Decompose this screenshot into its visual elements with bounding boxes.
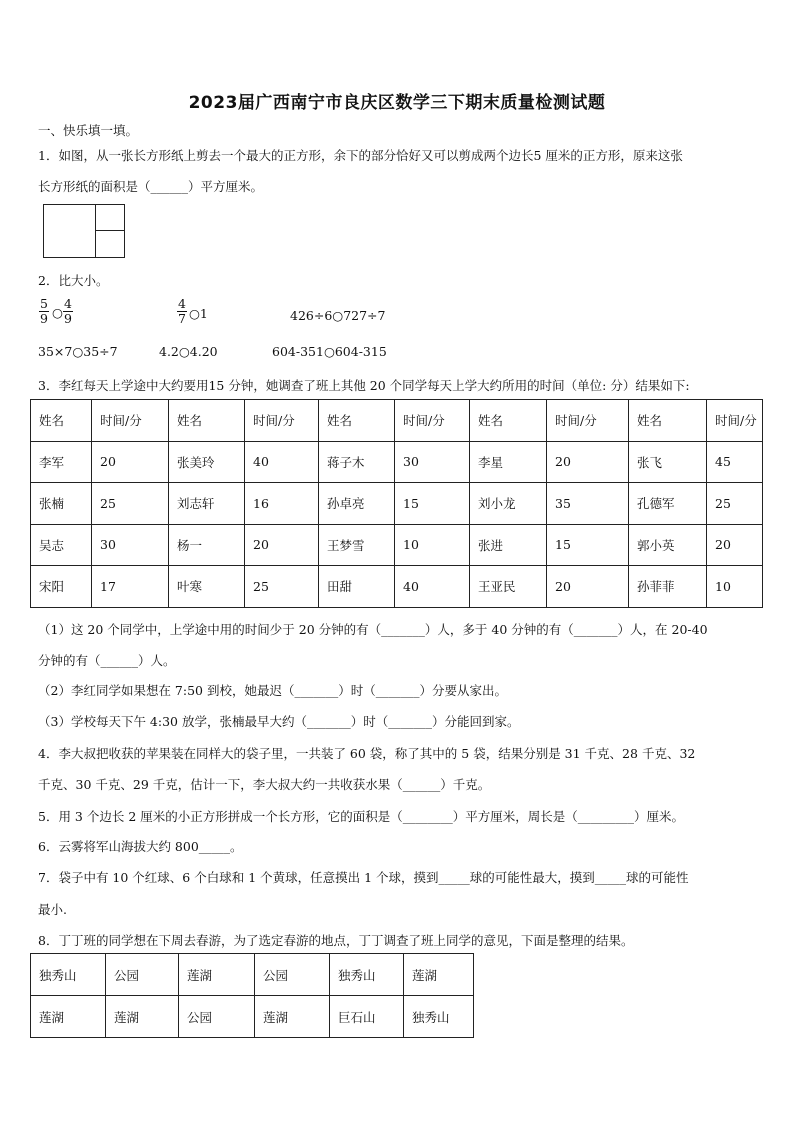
table-cell: 王亚民	[470, 566, 547, 608]
table-cell: 张进	[470, 524, 547, 566]
header-cell: 时间/分	[245, 400, 319, 442]
q7-line2: 最小.	[38, 902, 67, 917]
header-cell: 姓名	[629, 400, 707, 442]
fraction-numerator: 5	[40, 296, 48, 311]
table-cell: 郭小英	[629, 524, 707, 566]
table-cell: 25	[707, 483, 763, 525]
fraction-4-9	[63, 297, 73, 326]
table-cell: 田甜	[319, 566, 395, 608]
table-cell: 25	[245, 566, 319, 608]
table-cell: 35	[547, 483, 629, 525]
table-cell: 杨一	[169, 524, 245, 566]
q3-sub1-line2: 分钟的有（______）人。	[38, 653, 176, 668]
table-cell: 20	[707, 524, 763, 566]
q4-line1: 4．李大叔把收获的苹果装在同样大的袋子里，一共装了 60 袋，称了其中的 5 袋，结果分别是 31 千克、28 千克、32	[38, 746, 696, 761]
table-cell: 公园	[179, 996, 255, 1038]
header-cell: 姓名	[470, 400, 547, 442]
fraction-numerator: 4	[178, 296, 186, 311]
q2-label: 2．比大小。	[38, 273, 109, 288]
table-cell: 20	[547, 441, 629, 483]
table-row	[31, 996, 474, 1038]
table-cell: 蒋子木	[319, 441, 395, 483]
table-cell: 李军	[31, 441, 92, 483]
header-cell: 姓名	[169, 400, 245, 442]
fraction-4-7	[177, 297, 187, 326]
spring-trip-table	[30, 953, 474, 1038]
header-cell: 姓名	[31, 400, 92, 442]
compare-item-multiply[interactable]: 35×7○35÷7	[38, 344, 118, 359]
section-heading: 一、快乐填一填。	[38, 123, 139, 138]
table-cell: 孔德军	[629, 483, 707, 525]
table-cell: 20	[547, 566, 629, 608]
table-cell: 30	[92, 524, 169, 566]
table-cell: 吴志	[31, 524, 92, 566]
table-cell: 独秀山	[31, 954, 106, 996]
q1-text-b: ）平方厘米。	[188, 179, 264, 194]
table-cell: 30	[395, 441, 470, 483]
table-cell: 40	[245, 441, 319, 483]
table-cell: 莲湖	[255, 996, 330, 1038]
table-cell: 10	[395, 524, 470, 566]
compare-circle[interactable]: ○	[52, 305, 63, 320]
q6-text: 6．云雾将军山海拔大约 800_____。	[38, 839, 243, 854]
rectangle-figure	[43, 204, 125, 258]
table-cell: 40	[395, 566, 470, 608]
figure-outer-rect	[43, 204, 125, 258]
time-survey-table	[30, 399, 763, 608]
header-cell: 时间/分	[707, 400, 763, 442]
header-cell: 时间/分	[92, 400, 169, 442]
table-cell: 莲湖	[106, 996, 179, 1038]
table-cell: 莲湖	[179, 954, 255, 996]
q3-sub3: （3）学校每天下午 4:30 放学，张楠最早大约（_______）时（_______）分能回到家。	[38, 714, 520, 729]
table-cell: 16	[245, 483, 319, 525]
figure-divider-horizontal	[95, 230, 124, 231]
table-cell: 刘小龙	[470, 483, 547, 525]
q1-line2	[38, 177, 263, 195]
table-row	[31, 483, 763, 525]
table-cell: 张美玲	[169, 441, 245, 483]
q5-text: 5．用 3 个边长 2 厘米的小正方形拼成一个长方形，它的面积是（________）平方厘米，周长是（_________）厘米。	[38, 809, 685, 824]
page-title: 2023届广西南宁市良庆区数学三下期末质量检测试题	[188, 93, 606, 113]
fraction-numerator: 4	[64, 296, 72, 311]
q7-line1: 7．袋子中有 10 个红球、6 个白球和 1 个黄球，任意摸出 1 个球，摸到_____球的可能性最大，摸到_____球的可能性	[38, 870, 689, 885]
table-row	[31, 441, 763, 483]
table-cell: 20	[92, 441, 169, 483]
q4-line2: 千克、30 千克、29 千克，估计一下，李大叔大约一共收获水果（______）千克。	[38, 777, 491, 792]
header-cell: 时间/分	[395, 400, 470, 442]
table-cell: 刘志轩	[169, 483, 245, 525]
table-cell: 20	[245, 524, 319, 566]
table-cell: 莲湖	[31, 996, 106, 1038]
table-cell: 莲湖	[404, 954, 474, 996]
compare-item-fraction-one[interactable]: ○1	[189, 306, 208, 321]
table-cell: 公园	[106, 954, 179, 996]
table-row	[31, 524, 763, 566]
q1-text-a: 长方形纸的面积是（	[38, 179, 151, 194]
q1-line1: 1．如图，从一张长方形纸上剪去一个最大的正方形，余下的部分恰好又可以剪成两个边长5 厘米的正方形，原来这张	[38, 148, 683, 163]
table-cell: 李星	[470, 441, 547, 483]
q3-intro: 3．李红每天上学途中大约要用15 分钟，她调查了班上其他 20 个同学每天上学大约所用的时间（单位: 分）结果如下:	[38, 378, 690, 393]
header-cell: 时间/分	[547, 400, 629, 442]
q3-sub1-line1: （1）这 20 个同学中，上学途中用的时间少于 20 分钟的有（_______）人，多于 40 分钟的有（_______）人，在 20-40	[38, 622, 708, 637]
table-cell: 宋阳	[31, 566, 92, 608]
table-cell: 叶寒	[169, 566, 245, 608]
compare-item-subtraction[interactable]: 604-351○604-315	[272, 344, 387, 359]
q3-sub2: （2）李红同学如果想在 7:50 到校，她最迟（_______）时（_______）分要从家出。	[38, 683, 507, 698]
table-row	[31, 566, 763, 608]
table-cell: 独秀山	[330, 954, 404, 996]
table-cell: 巨石山	[330, 996, 404, 1038]
fraction-denominator: 7	[178, 311, 186, 326]
table-cell: 17	[92, 566, 169, 608]
table-cell: 孙菲菲	[629, 566, 707, 608]
compare-item-division[interactable]: 426÷6○727÷7	[290, 308, 386, 323]
table-cell: 王梦雪	[319, 524, 395, 566]
table-cell: 公园	[255, 954, 330, 996]
table-cell: 张楠	[31, 483, 92, 525]
table-cell: 10	[707, 566, 763, 608]
compare-item-decimal[interactable]: 4.2○4.20	[159, 344, 218, 359]
table-cell: 张飞	[629, 441, 707, 483]
table-cell: 独秀山	[404, 996, 474, 1038]
fraction-denominator: 9	[40, 311, 48, 326]
table-cell: 25	[92, 483, 169, 525]
table-row	[31, 954, 474, 996]
fraction-denominator: 9	[64, 311, 72, 326]
q8-intro: 8．丁丁班的同学想在下周去春游，为了选定春游的地点，丁丁调查了班上同学的意见，下面是整理的结果。	[38, 933, 634, 948]
fraction-5-9	[39, 297, 49, 326]
table-cell: 45	[707, 441, 763, 483]
table-cell: 孙卓亮	[319, 483, 395, 525]
table-cell: 15	[395, 483, 470, 525]
q1-answer-blank[interactable]: ______	[150, 179, 189, 194]
header-cell: 姓名	[319, 400, 395, 442]
table-header-row	[31, 400, 763, 442]
table-cell: 15	[547, 524, 629, 566]
